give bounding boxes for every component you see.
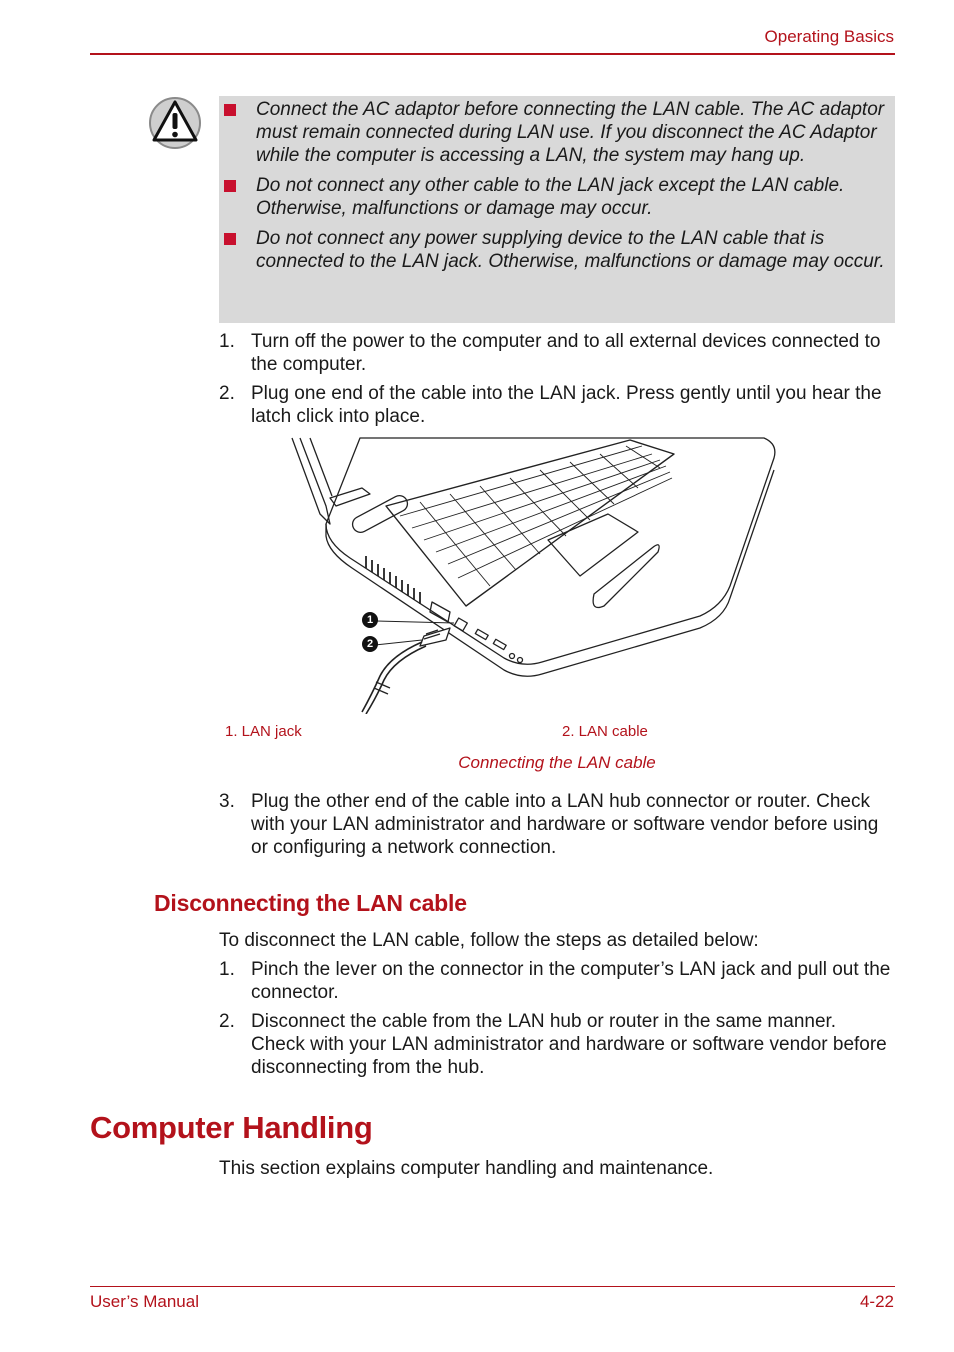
bullet-square-icon (224, 104, 236, 116)
section-heading: Disconnecting the LAN cable (154, 890, 467, 916)
header-rule (90, 53, 895, 55)
step-item: 2. Disconnect the cable from the LAN hub or router in the same manner. Check with your LAN administrator and hardware or software vendor before disconnecting from the hub. (219, 1011, 887, 1078)
running-header: Operating Basics (764, 27, 894, 46)
caution-box (219, 96, 895, 323)
footer-rule (90, 1286, 895, 1287)
step-item: 2. Plug one end of the cable into the LAN jack. Press gently until you hear the latch click into place. (219, 383, 882, 427)
disconnect-steps (219, 958, 895, 1085)
paragraph: This section explains computer handling and maintenance. (219, 1158, 714, 1179)
bullet-square-icon (224, 233, 236, 245)
step-item: 1. Pinch the lever on the connector in the computer’s LAN jack and pull out the connector. (219, 959, 891, 1003)
caution-item: Do not connect any other cable to the LAN jack except the LAN cable. Otherwise, malfunctions or damage may occur. (219, 174, 887, 220)
step-item: 1. Turn off the power to the computer and to all external devices connected to the computer. (219, 331, 881, 375)
connect-step-3 (219, 790, 895, 865)
figure-label-lan-cable: 2. LAN cable (562, 723, 648, 740)
footer-manual-title: User’s Manual (90, 1292, 199, 1311)
figure-caption: Connecting the LAN cable (458, 753, 656, 772)
caution-item: Connect the AC adaptor before connecting the LAN cable. The AC adaptor must remain connected during LAN use. If you disconnect the AC Adaptor while the computer is accessing a LAN, the system may hang up. (219, 98, 887, 167)
chapter-heading: Computer Handling (90, 1110, 373, 1145)
page-number: 4-22 (859, 1292, 894, 1311)
laptop-lan-illustration (290, 436, 790, 714)
figure-label-lan-jack: 1. LAN jack (225, 723, 302, 740)
caution-item: Do not connect any power supplying device to the LAN cable that is connected to the LAN jack. Otherwise, malfunctions or damage may occur. (219, 227, 887, 273)
bullet-square-icon (224, 180, 236, 192)
paragraph: To disconnect the LAN cable, follow the steps as detailed below: (219, 930, 759, 951)
connect-steps (219, 330, 895, 434)
callout-2-icon: 2 (362, 636, 378, 652)
callout-1-icon: 1 (362, 612, 378, 628)
step-item: 3. Plug the other end of the cable into a LAN hub connector or router. Check with your LAN administrator and hardware or software vendor before using or configuring a network connection. (219, 791, 879, 858)
warning-icon (148, 96, 202, 150)
